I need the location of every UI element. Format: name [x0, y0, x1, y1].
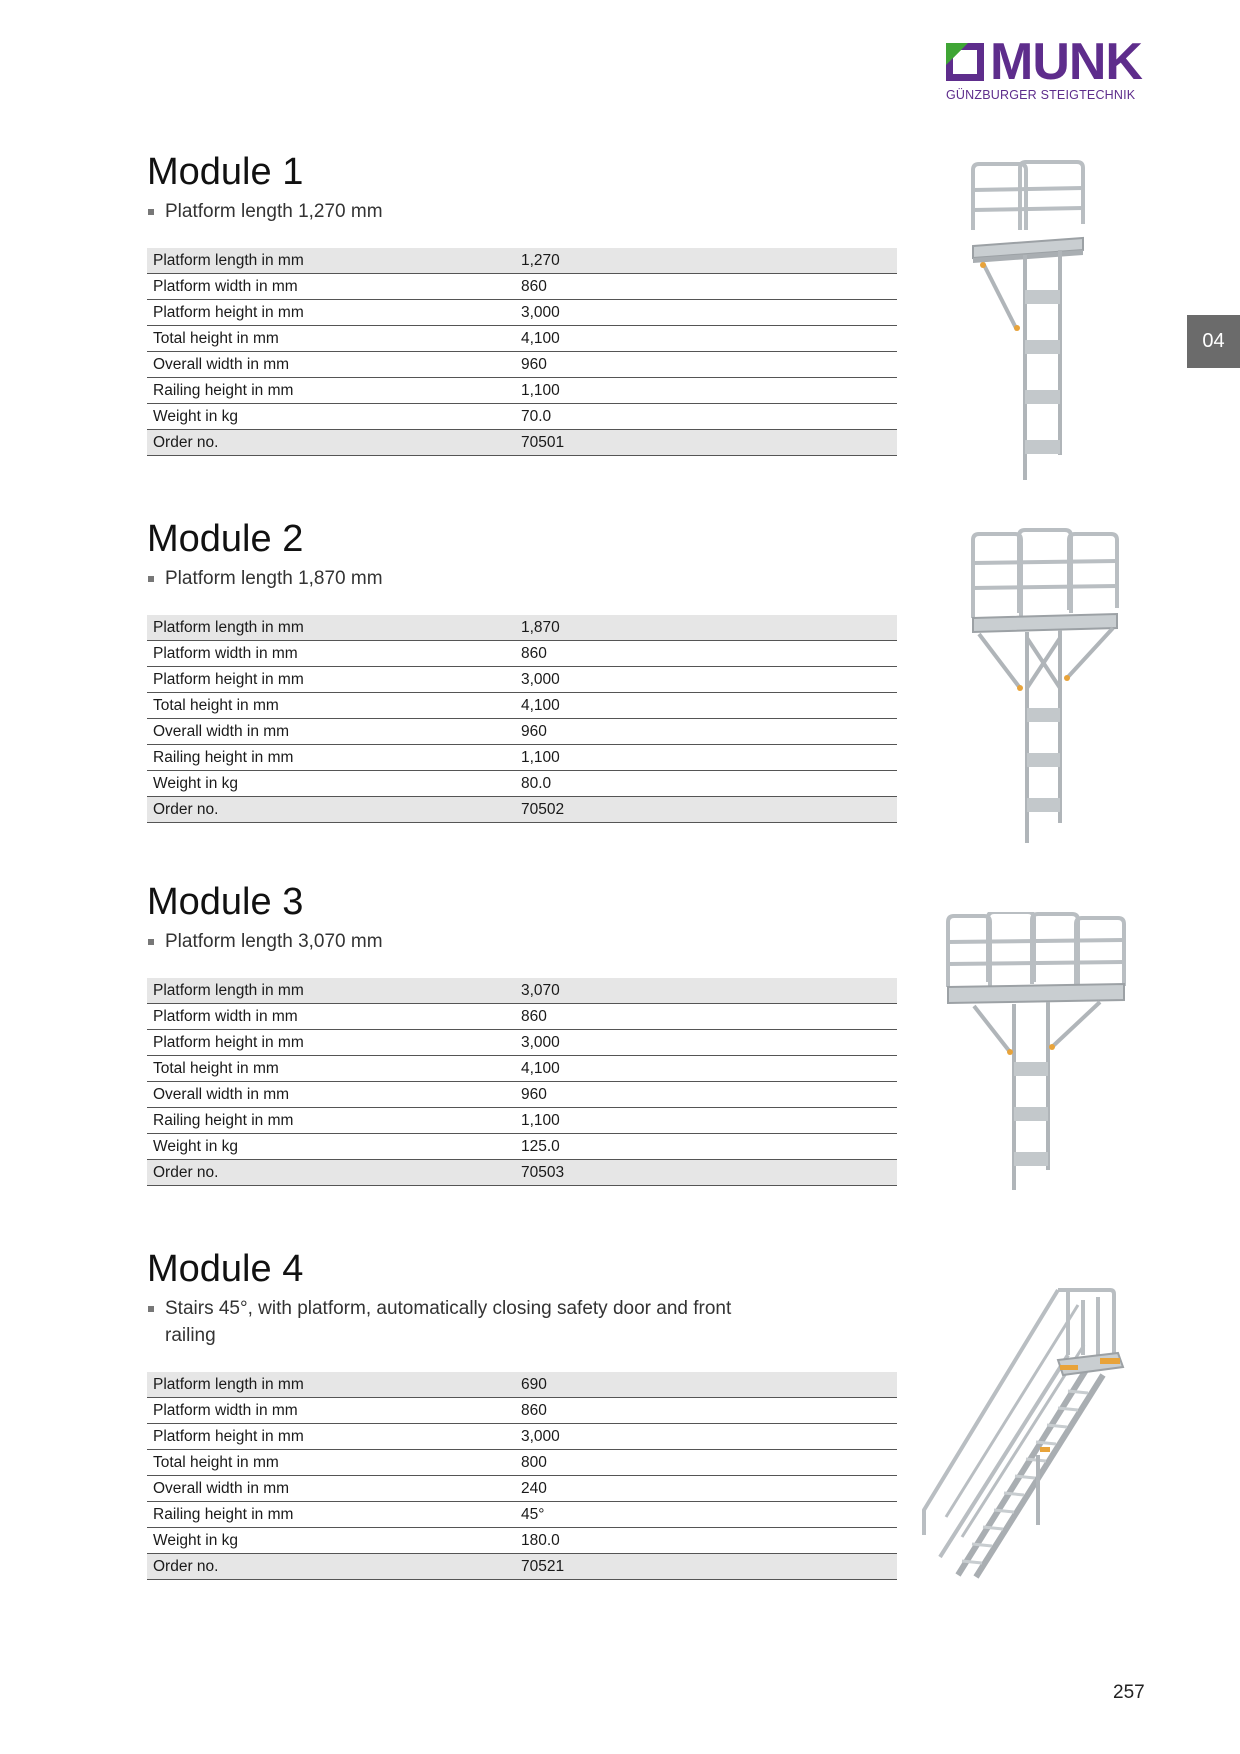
row-value: 960 — [513, 719, 897, 745]
row-value: 45° — [513, 1502, 897, 1528]
row-label: Platform length in mm — [147, 1372, 513, 1398]
row-label: Railing height in mm — [147, 1502, 513, 1528]
page-number: 257 — [1113, 1682, 1145, 1703]
table-row — [147, 693, 897, 719]
table-row — [147, 1134, 897, 1160]
row-label: Overall width in mm — [147, 1476, 513, 1502]
row-value: 80.0 — [513, 771, 897, 797]
row-label: Total height in mm — [147, 326, 513, 352]
row-value: 70.0 — [513, 404, 897, 430]
row-label: Order no. — [147, 1160, 513, 1186]
module-3-illustration — [940, 912, 1135, 1192]
munk-logo-icon — [946, 43, 984, 81]
module-bullet: Platform length 1,270 mm — [147, 198, 785, 225]
module-bullet: Stairs 45°, with platform, automatically closing safety door and front railing — [147, 1295, 785, 1349]
row-label: Order no. — [147, 430, 513, 456]
row-label: Platform height in mm — [147, 667, 513, 693]
row-label: Platform width in mm — [147, 1004, 513, 1030]
row-label: Total height in mm — [147, 1450, 513, 1476]
row-value: 3,000 — [513, 667, 897, 693]
module-title: Module 4 — [147, 1248, 304, 1290]
row-label: Overall width in mm — [147, 1082, 513, 1108]
table-row — [147, 248, 897, 274]
row-value: 860 — [513, 274, 897, 300]
module-title: Module 3 — [147, 881, 304, 923]
row-value: 960 — [513, 1082, 897, 1108]
row-label: Platform width in mm — [147, 641, 513, 667]
row-value: 4,100 — [513, 326, 897, 352]
table-row — [147, 1108, 897, 1134]
row-value: 240 — [513, 1476, 897, 1502]
row-value: 4,100 — [513, 693, 897, 719]
row-label: Overall width in mm — [147, 352, 513, 378]
module-bullet: Platform length 3,070 mm — [147, 928, 785, 955]
module-2-section — [147, 517, 897, 823]
table-row — [147, 1030, 897, 1056]
module-title: Module 1 — [147, 151, 304, 193]
row-value: 860 — [513, 1004, 897, 1030]
row-label: Platform height in mm — [147, 1030, 513, 1056]
row-value: 3,000 — [513, 300, 897, 326]
row-value: 1,870 — [513, 615, 897, 641]
table-row — [147, 771, 897, 797]
table-row — [147, 1056, 897, 1082]
table-row — [147, 1502, 897, 1528]
row-value: 860 — [513, 641, 897, 667]
table-row — [147, 1424, 897, 1450]
table-row — [147, 1004, 897, 1030]
table-row — [147, 1398, 897, 1424]
row-value: 70501 — [513, 430, 897, 456]
spec-table — [147, 1372, 897, 1580]
row-label: Railing height in mm — [147, 1108, 513, 1134]
module-4-section — [147, 1247, 897, 1580]
row-value: 1,100 — [513, 1108, 897, 1134]
row-label: Railing height in mm — [147, 378, 513, 404]
table-row — [147, 719, 897, 745]
table-row — [147, 1372, 897, 1398]
row-label: Total height in mm — [147, 693, 513, 719]
module-2-illustration — [965, 528, 1125, 848]
row-label: Overall width in mm — [147, 719, 513, 745]
row-value: 3,000 — [513, 1030, 897, 1056]
row-value: 1,100 — [513, 745, 897, 771]
row-value: 4,100 — [513, 1056, 897, 1082]
row-label: Weight in kg — [147, 771, 513, 797]
table-row — [147, 378, 897, 404]
module-title: Module 2 — [147, 518, 304, 560]
row-value: 70521 — [513, 1554, 897, 1580]
row-label: Platform length in mm — [147, 615, 513, 641]
table-row — [147, 1528, 897, 1554]
table-row — [147, 404, 897, 430]
brand-tagline: GÜNZBURGER STEIGTECHNIK — [946, 88, 1136, 102]
module-1-illustration — [965, 160, 1095, 485]
module-3-section — [147, 880, 897, 1186]
row-value: 3,000 — [513, 1424, 897, 1450]
row-label: Platform height in mm — [147, 1424, 513, 1450]
table-row — [147, 1476, 897, 1502]
table-row — [147, 1160, 897, 1186]
table-row — [147, 326, 897, 352]
row-value: 860 — [513, 1398, 897, 1424]
chapter-tab[interactable]: 04 — [1187, 315, 1240, 368]
table-row — [147, 615, 897, 641]
table-row — [147, 274, 897, 300]
spec-table — [147, 248, 897, 456]
module-4-illustration — [918, 1285, 1133, 1585]
row-label: Platform width in mm — [147, 1398, 513, 1424]
table-row — [147, 430, 897, 456]
table-row — [147, 797, 897, 823]
row-label: Order no. — [147, 797, 513, 823]
brand-logo — [946, 33, 1156, 102]
table-row — [147, 1082, 897, 1108]
table-row — [147, 641, 897, 667]
row-label: Weight in kg — [147, 1134, 513, 1160]
row-value: 70502 — [513, 797, 897, 823]
table-row — [147, 1554, 897, 1580]
spec-table — [147, 615, 897, 823]
row-label: Platform length in mm — [147, 248, 513, 274]
spec-table — [147, 978, 897, 1186]
row-label: Platform width in mm — [147, 274, 513, 300]
row-label: Weight in kg — [147, 1528, 513, 1554]
row-value: 3,070 — [513, 978, 897, 1004]
table-row — [147, 300, 897, 326]
brand-name: MUNK — [990, 33, 1142, 91]
table-row — [147, 978, 897, 1004]
module-bullet: Platform length 1,870 mm — [147, 565, 785, 592]
row-label: Platform height in mm — [147, 300, 513, 326]
row-label: Order no. — [147, 1554, 513, 1580]
row-value: 1,270 — [513, 248, 897, 274]
row-value: 70503 — [513, 1160, 897, 1186]
row-value: 960 — [513, 352, 897, 378]
row-value: 800 — [513, 1450, 897, 1476]
row-label: Total height in mm — [147, 1056, 513, 1082]
row-value: 125.0 — [513, 1134, 897, 1160]
row-label: Platform length in mm — [147, 978, 513, 1004]
module-1-section — [147, 150, 897, 456]
table-row — [147, 352, 897, 378]
row-value: 1,100 — [513, 378, 897, 404]
table-row — [147, 1450, 897, 1476]
table-row — [147, 745, 897, 771]
row-label: Weight in kg — [147, 404, 513, 430]
row-label: Railing height in mm — [147, 745, 513, 771]
row-value: 180.0 — [513, 1528, 897, 1554]
table-row — [147, 667, 897, 693]
row-value: 690 — [513, 1372, 897, 1398]
